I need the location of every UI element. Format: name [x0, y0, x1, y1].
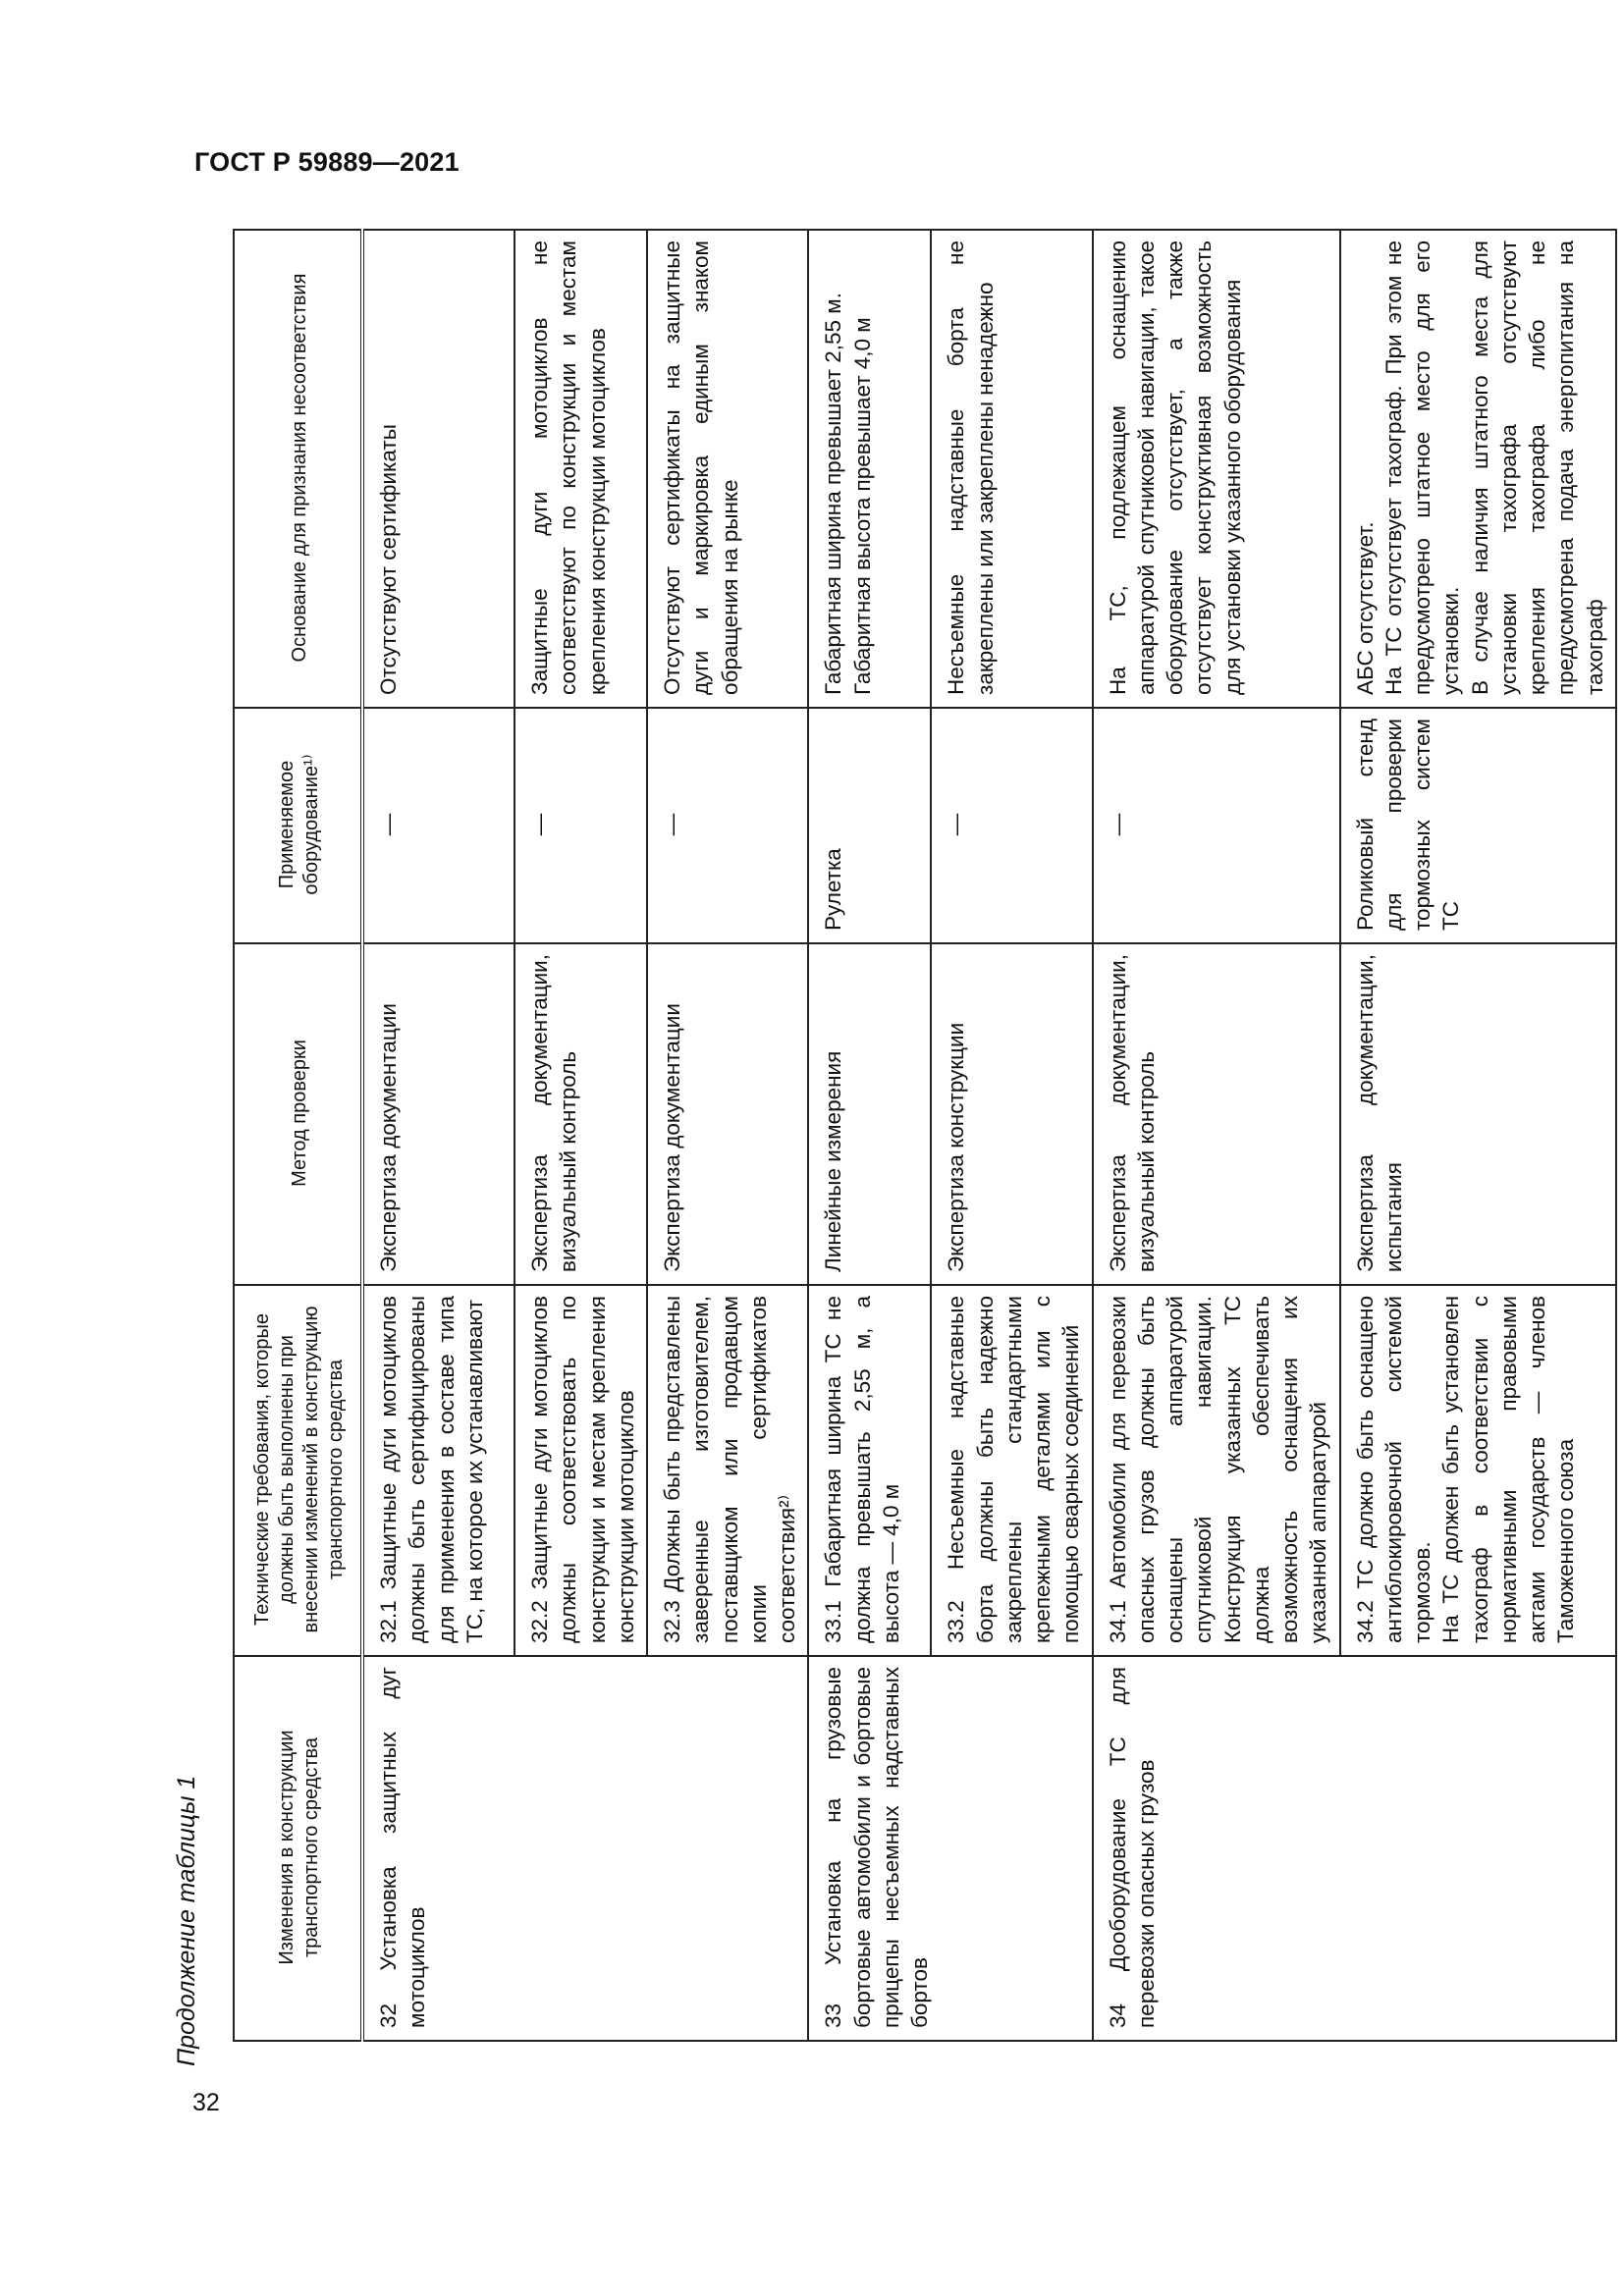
method-cell: Экспертиза документации, визуальный контроль: [1093, 943, 1340, 1285]
change-cell: 34 Дооборудование ТС для перевозки опасных грузов: [1093, 1656, 1616, 2041]
basis-cell: Отсутствуют сертификаты на защитные дуги и маркировка единым знаком обращения на рынке: [647, 230, 808, 708]
requirement-cell: 32.3 Должны быть представлены заверенные изготовителем, поставщиком или продавцом копии сертификатов соответствия²⁾: [647, 1285, 808, 1656]
requirement-cell: 32.1 Защитные дуги мотоциклов должны быть сертифицированы для применения в составе типа ТС, на которое их устанавливают: [362, 1285, 514, 1656]
equipment-cell: —: [647, 708, 808, 943]
equipment-cell: —: [931, 708, 1092, 943]
method-cell: Экспертиза документации: [362, 943, 514, 1285]
document-header: ГОСТ Р 59889—2021: [194, 147, 460, 177]
basis-cell: АБС отсутствует. На ТС отсутствует тахограф. При этом не предусмотрено штатное место для его установки. В случае наличия штатного места для установки тахографа отсутствуют крепления тахографа либо не предусмотрена подача энергопитания на тахограф: [1340, 230, 1616, 708]
requirement-cell: 32.2 Защитные дуги мотоциклов должны соответствовать по конструкции и местам крепления конструкции мотоциклов: [514, 1285, 647, 1656]
method-cell: Линейные измерения: [808, 943, 931, 1285]
table-row: [362, 230, 514, 2041]
col-header-equipment: Применяемое оборудование¹⁾: [234, 708, 362, 943]
basis-cell: На ТС, подлежащем оснащению аппаратурой спутниковой навигации, такое оборудование отсутствует, а также отсутствует конструктивная возможность для установки указанного оборудования: [1093, 230, 1340, 708]
table-caption: Продолжение таблицы 1: [173, 1775, 200, 2066]
equipment-cell: —: [514, 708, 647, 943]
method-cell: Экспертиза конструкции: [931, 943, 1092, 1285]
col-header-requirements: Технические требования, которые должны быть выполнены при внесении изменений в конструкцию транспортного средства: [234, 1285, 362, 1656]
equipment-cell: Роликовый стенд для проверки тормозных систем ТС: [1340, 708, 1616, 943]
rotated-table-container: [233, 231, 1607, 2042]
table-row: [1093, 230, 1340, 2041]
method-cell: Экспертиза документации, визуальный контроль: [514, 943, 647, 1285]
equipment-cell: —: [1093, 708, 1340, 943]
basis-cell: Несъемные надставные борта не закреплены или закреплены ненадежно: [931, 230, 1092, 708]
col-header-change: Изменения в конструкции транспортного средства: [234, 1656, 362, 2041]
method-cell: Экспертиза документации: [647, 943, 808, 1285]
basis-cell: Отсутствуют сертификаты: [362, 230, 514, 708]
basis-cell: Габаритная ширина превышает 2,55 м. Габаритная высота превышает 4,0 м: [808, 230, 931, 708]
page-number: 32: [192, 2089, 220, 2116]
requirements-table: [233, 229, 1617, 2042]
basis-cell: Защитные дуги мотоциклов не соответствуют по конструкции и местам крепления конструкции мотоциклов: [514, 230, 647, 708]
requirement-cell: 34.2 ТС должно быть оснащено антиблокировочной системой тормозов. На ТС должен быть установлен тахограф в соответствии с нормативными правовыми актами государств — членов Таможенного союза: [1340, 1285, 1616, 1656]
change-cell: 33 Установка на грузовые бортовые автомобили и бортовые прицепы несъемных надставных бортов: [808, 1656, 1092, 2041]
method-cell: Экспертиза документации, испытания: [1340, 943, 1616, 1285]
requirement-cell: 33.2 Несъемные надставные борта должны быть надежно закреплены стандартными крепежными деталями или с помощью сварных соединений: [931, 1285, 1092, 1656]
requirement-cell: 34.1 Автомобили для перевозки опасных грузов должны быть оснащены аппаратурой спутниковой навигации. Конструкция указанных ТС должна обеспечивать возможность оснащения их указанной аппаратурой: [1093, 1285, 1340, 1656]
col-header-basis: Основание для признания несоответствия: [234, 230, 362, 708]
table-row: [808, 230, 931, 2041]
col-header-method: Метод проверки: [234, 943, 362, 1285]
equipment-cell: —: [362, 708, 514, 943]
change-cell: 32 Установка защитных дуг мотоциклов: [362, 1656, 808, 2041]
equipment-cell: Рулетка: [808, 708, 931, 943]
requirement-cell: 33.1 Габаритная ширина ТС не должна превышать 2,55 м, а высота — 4,0 м: [808, 1285, 931, 1656]
table-header-row: [234, 230, 362, 2041]
